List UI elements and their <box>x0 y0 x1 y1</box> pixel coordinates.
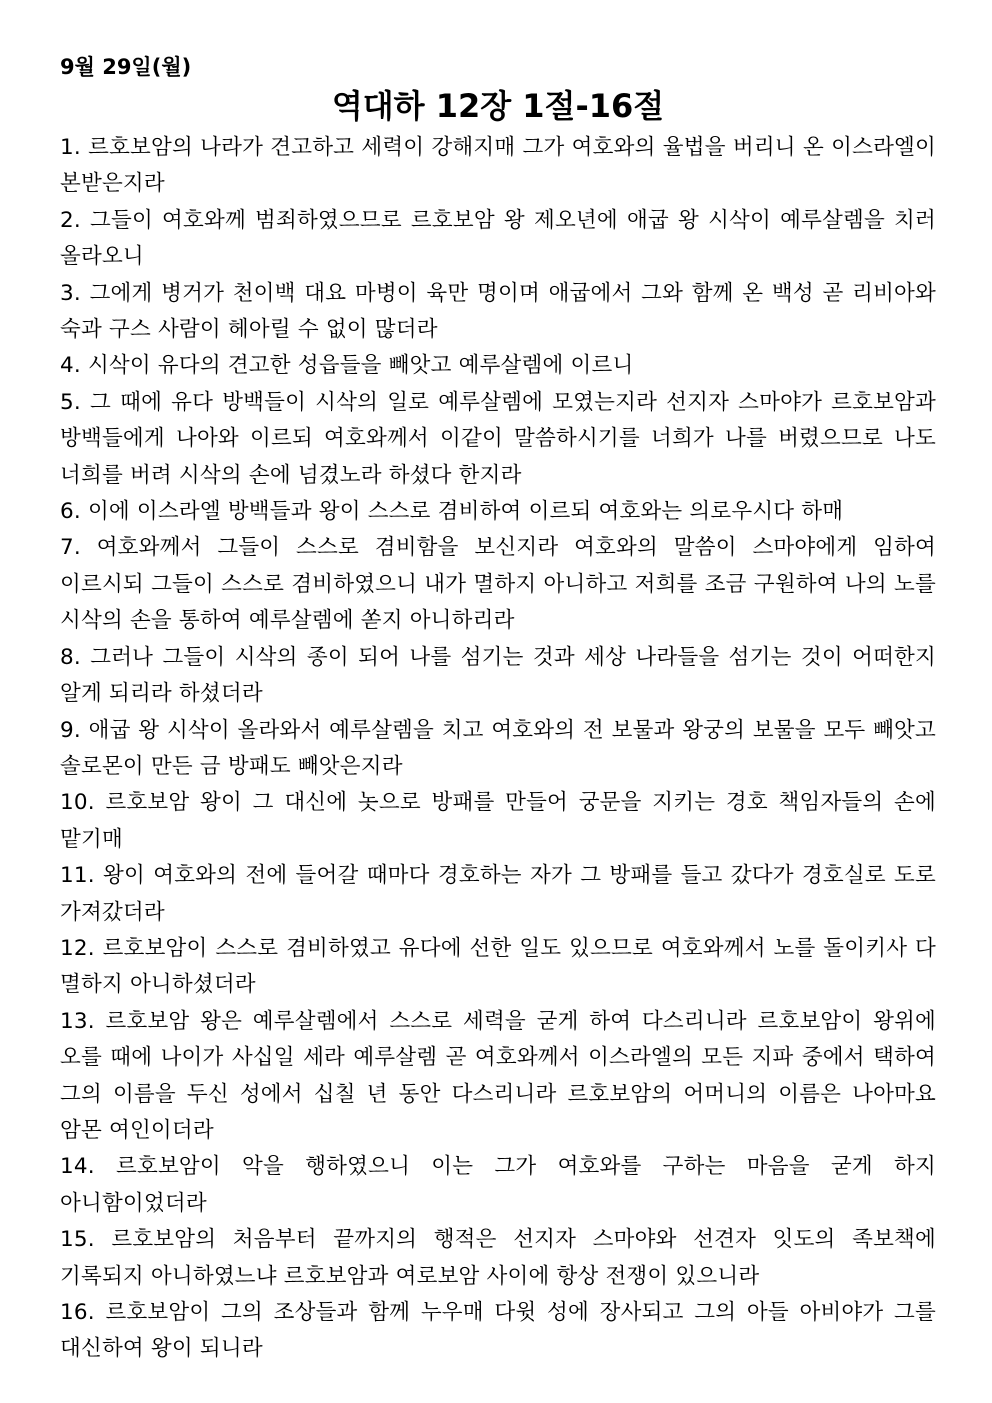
verse-2: 2. 그들이 여호와께 범죄하였으므로 르호보암 왕 제오년에 애굽 왕 시삭이 예루살렘을 치러 올라오니 <box>60 207 936 270</box>
verse-9: 9. 애굽 왕 시삭이 올라와서 예루살렘을 치고 여호와의 전 보물과 왕궁의 보물을 모두 빼앗고 솔로몬이 만든 금 방패도 빼앗은지라 <box>60 717 936 779</box>
verse-11: 11. 왕이 여호와의 전에 들어갈 때마다 경호하는 자가 그 방패를 들고 갔다가 경호실로 도로 가져갔더라 <box>60 863 936 925</box>
verse-5: 5. 그 때에 유다 방백들이 시삭의 일로 예루살렘에 모였는지라 선지자 스마야가 르호보암과 방백들에게 나아와 이르되 여호와께서 이같이 말씀하시기를 너희가 나를 버렸으므로 나도 너희를 버려 시삭의 손에 넘겼노라 하셨다 한지라 <box>60 389 936 488</box>
verse-16: 16. 르호보암이 그의 조상들과 함께 누우매 다윗 성에 장사되고 그의 아들 아비야가 그를 대신하여 왕이 되니라 <box>60 1300 936 1362</box>
verse-4: 4. 시삭이 유다의 견고한 성읍들을 빼앗고 예루살렘에 이르니 <box>60 353 634 379</box>
document-page <box>60 50 936 1368</box>
verse-3: 3. 그에게 병거가 천이백 대요 마병이 육만 명이며 애굽에서 그와 함께 온 백성 곧 리비아와 숙과 구스 사람이 헤아릴 수 없이 많더라 <box>60 280 936 343</box>
verse-10: 10. 르호보암 왕이 그 대신에 놋으로 방패를 만들어 궁문을 지키는 경호 책임자들의 손에 맡기매 <box>60 790 936 852</box>
verse-15: 15. 르호보암의 처음부터 끝까지의 행적은 선지자 스마야와 선견자 잇도의 족보책에 기록되지 아니하였느냐 르호보암과 여로보암 사이에 항상 전쟁이 있으니라 <box>60 1227 936 1289</box>
verse-6: 6. 이에 이스라엘 방백들과 왕이 스스로 겸비하여 이르되 여호와는 의로우시다 하매 <box>60 499 844 525</box>
date-label: 9월 29일(월) <box>60 55 192 79</box>
verse-7: 7. 여호와께서 그들이 스스로 겸비함을 보신지라 여호와의 말씀이 스마야에게 임하여 이르시되 그들이 스스로 겸비하였으니 내가 멸하지 아니하고 저희를 조금 구원하여 나의 노를 시삭의 손을 통하여 예루살렘에 쏟지 아니하리라 <box>60 535 936 634</box>
verse-14: 14. 르호보암이 악을 행하였으니 이는 그가 여호와를 구하는 마음을 굳게 하지 아니함이었더라 <box>60 1154 936 1216</box>
page-title: 역대하 12장 1절-16절 <box>331 87 665 125</box>
verse-13: 13. 르호보암 왕은 예루살렘에서 스스로 세력을 굳게 하여 다스리니라 르호보암이 왕위에 오를 때에 나이가 사십일 세라 예루살렘 곧 여호와께서 이스라엘의 모든 지파 중에서 택하여 그의 이름을 두신 성에서 십칠 년 동안 다스리니라 르호보암의 어머니의 이름은 나아마요 암몬 여인이더라 <box>60 1008 936 1143</box>
verse-12: 12. 르호보암이 스스로 겸비하였고 유다에 선한 일도 있으므로 여호와께서 노를 돌이키사 다 멸하지 아니하셨더라 <box>60 935 936 998</box>
verse-list <box>60 130 936 1368</box>
verse-8: 8. 그러나 그들이 시삭의 종이 되어 나를 섬기는 것과 세상 나라들을 섬기는 것이 어떠한지 알게 되리라 하셨더라 <box>60 644 936 707</box>
verse-1: 1. 르호보암의 나라가 견고하고 세력이 강해지매 그가 여호와의 율법을 버리니 온 이스라엘이 본받은지라 <box>60 135 936 197</box>
